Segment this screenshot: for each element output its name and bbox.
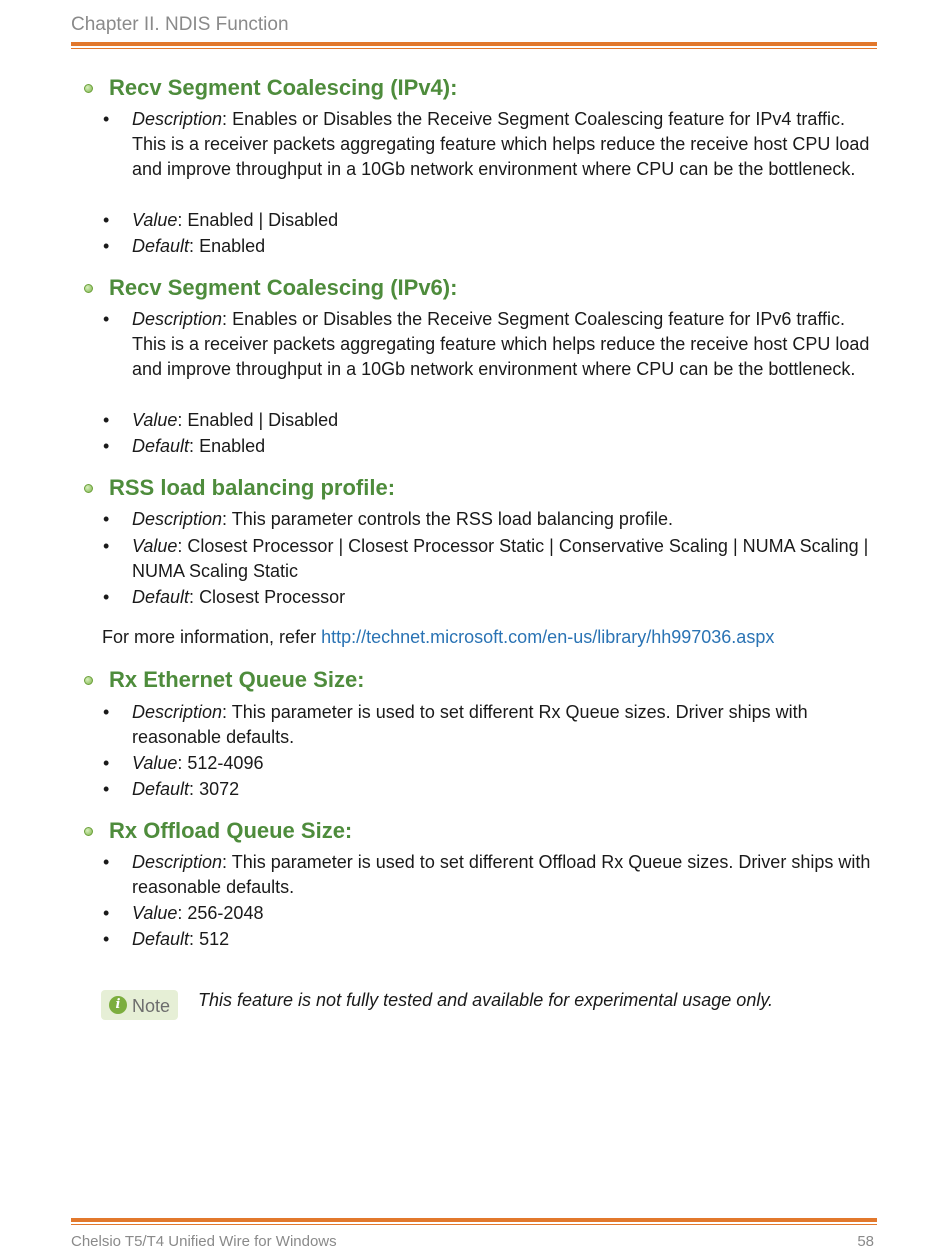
value-label: Value (132, 753, 178, 773)
default-label: Default (132, 929, 190, 949)
info-icon: i (109, 996, 127, 1014)
green-bullet-icon (84, 84, 93, 93)
footer-rule (71, 1218, 877, 1225)
value-text: 512-4096 (187, 753, 264, 773)
more-info-paragraph (102, 627, 774, 648)
more-info-link[interactable]: http://technet.microsoft.com/en-us/library/hh997036.aspx (321, 627, 775, 647)
bullet-icon: • (103, 929, 110, 949)
bullet-icon: • (103, 536, 110, 556)
default-text: Closest Processor (199, 587, 346, 607)
default-label: Default (132, 236, 190, 256)
page-number: 58 (857, 1233, 874, 1250)
green-bullet-icon (84, 676, 93, 685)
value-label: Value (132, 536, 178, 556)
description-label: Description (132, 109, 223, 129)
bullet-icon: • (103, 587, 110, 607)
bullet-icon: • (103, 509, 110, 529)
bullet-icon: • (103, 410, 110, 430)
bullet-icon: • (103, 779, 110, 799)
value-text: Enabled | Disabled (187, 410, 339, 430)
value-text: 256-2048 (187, 903, 264, 923)
bullet-icon: • (103, 702, 110, 722)
default-label: Default (132, 436, 190, 456)
description-label: Description (132, 309, 223, 329)
description-text: Enables or Disables the Receive Segment Coalescing feature for IPv6 traffic. This is a receiver packets aggregating feature which helps reduce the receive host CPU load and improve throughput in a 10Gb network environment where CPU can be the bottleneck. (132, 309, 870, 379)
section-title: Rx Ethernet Queue Size: (109, 667, 365, 692)
bullet-icon: • (103, 109, 110, 129)
bullet-icon: • (103, 436, 110, 456)
default-text: 512 (199, 929, 230, 949)
note-label: Note (132, 996, 171, 1016)
description-label: Description (132, 702, 223, 722)
description-text: This parameter controls the RSS load balancing profile. (231, 509, 673, 529)
header-title: Chapter II. NDIS Function (71, 14, 289, 35)
description-label: Description (132, 852, 223, 872)
green-bullet-icon (84, 484, 93, 493)
section-title: Recv Segment Coalescing (IPv4): (109, 75, 458, 100)
value-label: Value (132, 210, 178, 230)
green-bullet-icon (84, 827, 93, 836)
note-text: This feature is not fully tested and available for experimental usage only. (198, 990, 773, 1010)
bullet-icon: • (103, 753, 110, 773)
default-text: Enabled (199, 236, 266, 256)
bullet-icon: • (103, 236, 110, 256)
bullet-icon: • (103, 852, 110, 872)
description-text: Enables or Disables the Receive Segment Coalescing feature for IPv4 traffic. This is a receiver packets aggregating feature which helps reduce the receive host CPU load and improve throughput in a 10Gb network environment where CPU can be the bottleneck. (132, 109, 870, 179)
value-text: Enabled | Disabled (187, 210, 339, 230)
description-label: Description (132, 509, 223, 529)
default-label: Default (132, 779, 190, 799)
default-text: 3072 (199, 779, 240, 799)
default-text: Enabled (199, 436, 266, 456)
value-label: Value (132, 410, 178, 430)
description-text: This parameter is used to set different Rx Queue sizes. Driver ships with reasonable defaults. (132, 702, 808, 747)
section-title: Rx Offload Queue Size: (109, 818, 353, 843)
bullet-icon: • (103, 903, 110, 923)
value-text: Closest Processor | Closest Processor Static | Conservative Scaling | NUMA Scaling | NUMA Scaling Static (132, 536, 869, 581)
description-text: This parameter is used to set different Offload Rx Queue sizes. Driver ships with reasonable defaults. (132, 852, 871, 897)
value-label: Value (132, 903, 178, 923)
footer-title: Chelsio T5/T4 Unified Wire for Windows (71, 1233, 337, 1250)
section-title: Recv Segment Coalescing (IPv6): (109, 275, 458, 300)
default-label: Default (132, 587, 190, 607)
bullet-icon: • (103, 210, 110, 230)
header-rule (71, 42, 877, 49)
bullet-icon: • (103, 309, 110, 329)
section-title: RSS load balancing profile: (109, 475, 396, 500)
green-bullet-icon (84, 284, 93, 293)
note-badge (101, 990, 178, 1020)
more-info-prefix: For more information, refer (102, 627, 317, 647)
